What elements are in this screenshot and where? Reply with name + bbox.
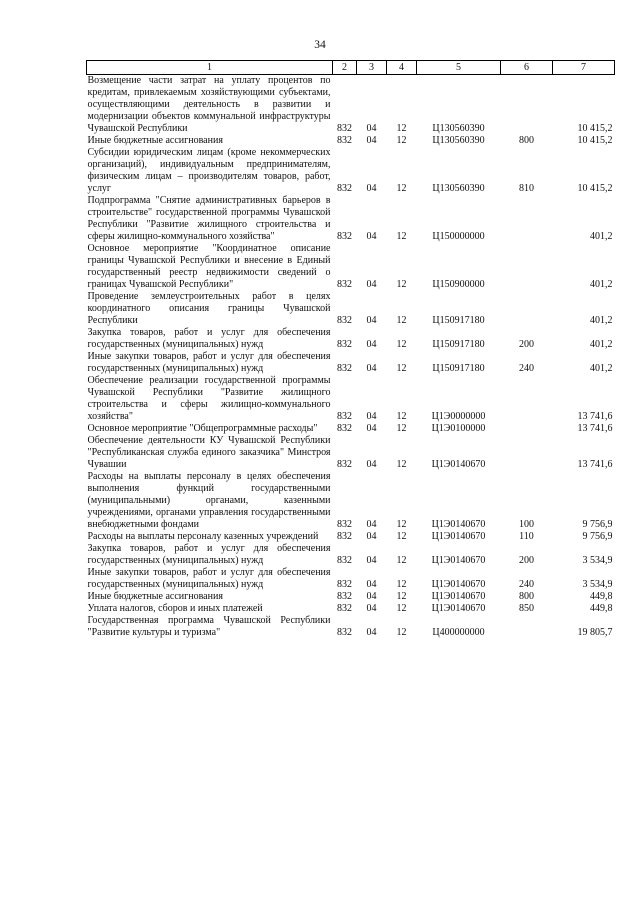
row-name: Обеспечение деятельности КУ Чувашской Республики "Республиканская служба единого заказчика" Минстроя Чувашии <box>87 435 331 470</box>
row-amount: 10 415,2 <box>577 183 613 194</box>
row-expense-type: 850 <box>519 603 534 614</box>
row-expense-type <box>501 615 553 639</box>
row-expense-type: 200 <box>519 339 534 350</box>
row-amount: 19 805,7 <box>577 627 613 638</box>
row-subsection-code: 12 <box>396 531 407 542</box>
table-row <box>87 471 615 531</box>
row-ministry-code: 832 <box>337 459 352 470</box>
row-name: Закупка товаров, работ и услуг для обеспечения государственных (муниципальных) нужд <box>87 327 331 350</box>
row-ministry-code: 832 <box>337 183 352 194</box>
row-target-code: Ц1Э0140670 <box>431 459 486 470</box>
row-target-code: Ц130560390 <box>432 183 485 194</box>
row-target-code: Ц1Э0140670 <box>431 579 486 590</box>
row-amount: 3 534,9 <box>582 579 613 590</box>
row-subsection-code: 12 <box>396 627 407 638</box>
row-subsection-code: 12 <box>396 339 407 350</box>
table-body <box>87 75 615 640</box>
row-amount: 401,2 <box>590 279 613 290</box>
row-section-code: 04 <box>366 363 377 374</box>
table-row <box>87 435 615 471</box>
row-amount: 401,2 <box>590 339 613 350</box>
row-subsection-code: 12 <box>396 231 407 242</box>
row-amount: 9 756,9 <box>582 519 613 530</box>
row-name: Подпрограмма "Снятие административных барьеров в строительстве" государственной программы Чувашской Республики "Развитие жилищного строительства и сферы жилищно-коммунального хозяйства" <box>87 195 331 242</box>
row-target-code: Ц1Э0140670 <box>431 603 486 614</box>
row-expense-type: 100 <box>519 519 534 530</box>
row-expense-type <box>501 243 553 291</box>
row-section-code: 04 <box>366 315 377 326</box>
row-target-code: Ц1Э0100000 <box>431 423 486 434</box>
column-header-ministry: 2 <box>333 61 357 75</box>
row-amount: 13 741,6 <box>577 411 613 422</box>
row-name: Обеспечение реализации государственной программы Чувашской Республики "Развитие жилищного строительства и сферы жилищно-коммунального хозяйства" <box>87 375 331 422</box>
row-amount: 9 756,9 <box>582 531 613 542</box>
row-section-code: 04 <box>366 459 377 470</box>
row-target-code: Ц1Э0140670 <box>431 531 486 542</box>
row-expense-type: 110 <box>519 531 534 542</box>
table-row <box>87 75 615 136</box>
row-target-code: Ц150900000 <box>432 279 485 290</box>
row-section-code: 04 <box>366 183 377 194</box>
row-subsection-code: 12 <box>396 315 407 326</box>
table-row <box>87 543 615 567</box>
row-ministry-code: 832 <box>337 591 352 602</box>
row-name: Государственная программа Чувашской Республики "Развитие культуры и туризма" <box>87 615 331 638</box>
row-ministry-code: 832 <box>337 231 352 242</box>
row-section-code: 04 <box>366 603 377 614</box>
row-ministry-code: 832 <box>337 603 352 614</box>
row-ministry-code: 832 <box>337 423 352 434</box>
table-row <box>87 327 615 351</box>
row-amount: 10 415,2 <box>577 135 613 146</box>
table-row <box>87 291 615 327</box>
column-header-subsection: 4 <box>387 61 417 75</box>
row-expense-type <box>501 375 553 423</box>
row-section-code: 04 <box>366 627 377 638</box>
column-header-section: 3 <box>357 61 387 75</box>
header-row <box>87 61 615 75</box>
row-name: Иные бюджетные ассигнования <box>87 591 223 602</box>
row-subsection-code: 12 <box>396 591 407 602</box>
row-expense-type <box>501 195 553 243</box>
column-header-name: 1 <box>87 61 333 75</box>
row-section-code: 04 <box>366 579 377 590</box>
row-ministry-code: 832 <box>337 555 352 566</box>
row-ministry-code: 832 <box>337 627 352 638</box>
column-header-target: 5 <box>417 61 501 75</box>
row-name: Основное мероприятие "Общепрограммные расходы" <box>87 423 318 434</box>
row-subsection-code: 12 <box>396 603 407 614</box>
row-ministry-code: 832 <box>337 123 352 134</box>
row-target-code: Ц1Э0000000 <box>431 411 486 422</box>
row-section-code: 04 <box>366 339 377 350</box>
table-header <box>87 61 615 75</box>
row-ministry-code: 832 <box>337 363 352 374</box>
table-row <box>87 351 615 375</box>
row-section-code: 04 <box>366 591 377 602</box>
table-row <box>87 603 615 615</box>
row-section-code: 04 <box>366 123 377 134</box>
row-amount: 3 534,9 <box>582 555 613 566</box>
row-target-code: Ц150917180 <box>432 315 485 326</box>
row-name: Иные бюджетные ассигнования <box>87 135 223 146</box>
row-subsection-code: 12 <box>396 279 407 290</box>
row-subsection-code: 12 <box>396 183 407 194</box>
page-number: 34 <box>314 39 326 51</box>
table-row <box>87 195 615 243</box>
row-target-code: Ц130560390 <box>432 135 485 146</box>
row-section-code: 04 <box>366 555 377 566</box>
row-name: Иные закупки товаров, работ и услуг для обеспечения государственных (муниципальных) нужд <box>87 351 331 374</box>
row-expense-type <box>501 435 553 471</box>
row-section-code: 04 <box>366 279 377 290</box>
row-subsection-code: 12 <box>396 519 407 530</box>
row-name: Расходы на выплаты персоналу казенных учреждений <box>87 531 319 542</box>
row-name: Основное мероприятие "Координатное описание границы Чувашской Республики и внесение в Единый государственный реестр недвижимости сведений о границах Чувашской Республики" <box>87 243 331 290</box>
row-section-code: 04 <box>366 231 377 242</box>
row-subsection-code: 12 <box>396 123 407 134</box>
row-target-code: Ц150000000 <box>432 231 485 242</box>
row-amount: 401,2 <box>590 315 613 326</box>
column-header-amount: 7 <box>553 61 615 75</box>
row-section-code: 04 <box>366 531 377 542</box>
row-expense-type: 800 <box>519 591 534 602</box>
row-expense-type <box>501 423 553 435</box>
table-row <box>87 135 615 147</box>
row-section-code: 04 <box>366 423 377 434</box>
row-target-code: Ц150917180 <box>432 363 485 374</box>
row-ministry-code: 832 <box>337 339 352 350</box>
row-target-code: Ц400000000 <box>432 627 485 638</box>
row-target-code: Ц1Э0140670 <box>431 555 486 566</box>
row-name: Закупка товаров, работ и услуг для обеспечения государственных (муниципальных) нужд <box>87 543 331 566</box>
table-row <box>87 531 615 543</box>
row-name: Субсидии юридическим лицам (кроме некоммерческих организаций), индивидуальным предпринимателям, физическим лицам – производителям товаров, работ, услуг <box>87 147 331 194</box>
table-row <box>87 147 615 195</box>
row-target-code: Ц130560390 <box>432 123 485 134</box>
row-subsection-code: 12 <box>396 411 407 422</box>
row-ministry-code: 832 <box>337 579 352 590</box>
row-section-code: 04 <box>366 411 377 422</box>
row-amount: 401,2 <box>590 231 613 242</box>
row-target-code: Ц150917180 <box>432 339 485 350</box>
budget-table <box>86 60 615 639</box>
table-row <box>87 423 615 435</box>
row-amount: 449,8 <box>590 591 613 602</box>
table-row <box>87 243 615 291</box>
row-section-code: 04 <box>366 135 377 146</box>
row-expense-type: 810 <box>519 183 534 194</box>
row-target-code: Ц1Э0140670 <box>431 591 486 602</box>
row-expense-type <box>501 75 553 136</box>
row-ministry-code: 832 <box>337 531 352 542</box>
row-ministry-code: 832 <box>337 411 352 422</box>
table-row <box>87 615 615 639</box>
row-amount: 10 415,2 <box>577 123 613 134</box>
row-expense-type: 240 <box>519 363 534 374</box>
table-row <box>87 375 615 423</box>
row-subsection-code: 12 <box>396 579 407 590</box>
row-name: Проведение землеустроительных работ в целях координатного описания границы Чувашской Республики <box>87 291 331 326</box>
row-subsection-code: 12 <box>396 555 407 566</box>
row-expense-type <box>501 291 553 327</box>
row-ministry-code: 832 <box>337 279 352 290</box>
row-ministry-code: 832 <box>337 519 352 530</box>
row-expense-type: 240 <box>519 579 534 590</box>
row-amount: 449,8 <box>590 603 613 614</box>
row-name: Иные закупки товаров, работ и услуг для обеспечения государственных (муниципальных) нужд <box>87 567 331 590</box>
row-amount: 401,2 <box>590 363 613 374</box>
row-subsection-code: 12 <box>396 135 407 146</box>
column-header-expense: 6 <box>501 61 553 75</box>
row-subsection-code: 12 <box>396 423 407 434</box>
row-expense-type: 200 <box>519 555 534 566</box>
row-amount: 13 741,6 <box>577 459 613 470</box>
row-subsection-code: 12 <box>396 459 407 470</box>
row-name: Уплата налогов, сборов и иных платежей <box>87 603 263 614</box>
row-amount: 13 741,6 <box>577 423 613 434</box>
row-name: Возмещение части затрат на уплату процентов по кредитам, привлекаемым хозяйствующими субъектами, осуществляющими деятельность в развитии и модернизации объектов коммунальной инфраструктуры Чувашской Республики <box>87 75 331 134</box>
table-row <box>87 591 615 603</box>
row-expense-type: 800 <box>519 135 534 146</box>
row-section-code: 04 <box>366 519 377 530</box>
table-row <box>87 567 615 591</box>
row-name: Расходы на выплаты персоналу в целях обеспечения выполнения функций государственными (муниципальными) органами, казенными учреждениями, органами управления государственными внебюджетными фондами <box>87 471 331 530</box>
row-ministry-code: 832 <box>337 135 352 146</box>
row-subsection-code: 12 <box>396 363 407 374</box>
row-target-code: Ц1Э0140670 <box>431 519 486 530</box>
row-ministry-code: 832 <box>337 315 352 326</box>
